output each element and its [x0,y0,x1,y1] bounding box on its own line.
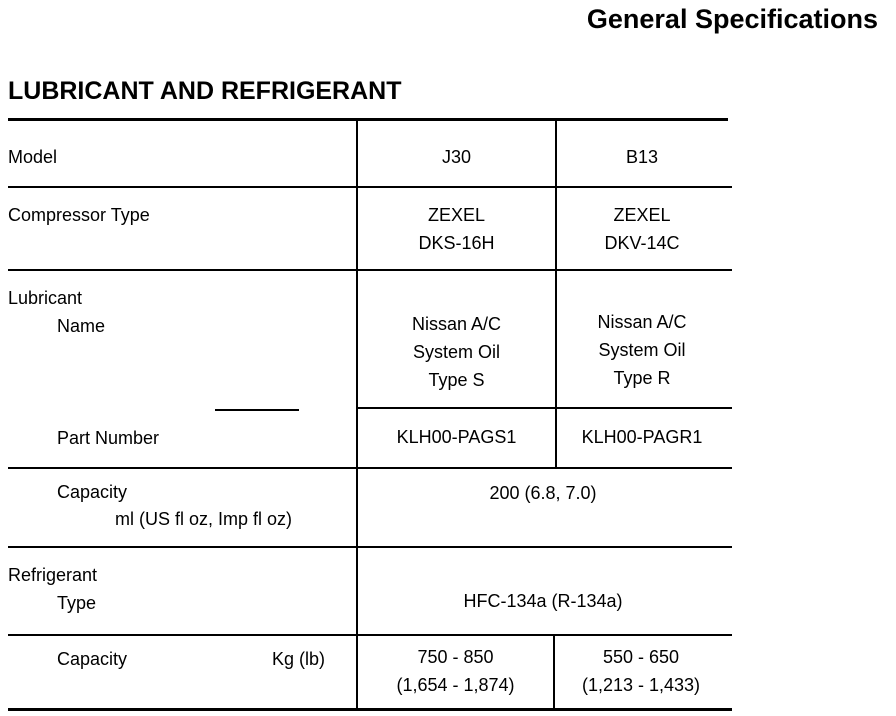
compressor-b13-line: ZEXEL [613,205,671,225]
lubricant-name-b13-line: Nissan A/C [597,312,687,332]
refrigerant-capacity-label: Capacity [57,649,128,669]
column-divider [555,120,557,468]
lubricant-name-j30 [358,310,555,394]
lubricant-name-j30-line: Nissan A/C [411,314,502,334]
row-divider [8,269,732,271]
lubricant-name-b13-line: System Oil [598,340,686,360]
row-divider [357,407,732,409]
model-b13: B13 [625,147,659,167]
part-number-j30: KLH00-PAGS1 [396,427,517,447]
lubricant-name-j30-line: Type S [428,370,485,390]
refrigerant-capacity-b13-line: (1,213 - 1,433) [581,675,701,695]
lubricant-label: Lubricant [8,288,83,308]
compressor-j30-line: DKS-16H [418,233,495,253]
table-top-rule [8,118,728,121]
row-divider [215,409,299,411]
lubricant-capacity-label: Capacity [57,482,128,502]
row-divider [8,467,732,469]
refrigerant-capacity-unit: Kg (lb) [272,649,326,669]
row-divider [8,634,732,636]
table-bottom-rule [8,708,732,711]
lubricant-name-j30-line: System Oil [412,342,500,362]
refrigerant-type-label: Type [57,593,97,613]
refrigerant-capacity-j30-line: 750 - 850 [417,647,494,667]
compressor-b13 [557,201,727,257]
row-divider [8,546,732,548]
lubricant-capacity-value: 200 (6.8, 7.0) [489,483,597,503]
refrigerant-capacity-b13-line: 550 - 650 [602,647,680,667]
part-number-b13: KLH00-PAGR1 [581,427,703,447]
refrigerant-capacity-j30-line: (1,654 - 1,874) [396,675,515,695]
refrigerant-capacity-b13 [555,643,727,699]
row-divider [8,186,732,188]
lubricant-name-b13 [557,308,727,392]
lubricant-name-label: Name [57,316,106,336]
compressor-j30 [358,201,555,257]
model-j30: J30 [441,147,472,167]
compressor-label: Compressor Type [8,205,150,225]
part-number-label: Part Number [57,428,160,448]
lubricant-name-b13-line: Type R [613,368,671,388]
page-header-title: General Specifications [586,4,878,34]
compressor-j30-line: ZEXEL [427,205,486,225]
section-title: LUBRICANT AND REFRIGERANT [8,77,402,105]
refrigerant-type-value: HFC-134a (R-134a) [463,591,623,611]
compressor-b13-line: DKV-14C [604,233,680,253]
lubricant-capacity-unit: ml (US fl oz, Imp fl oz) [115,509,293,529]
refrigerant-label: Refrigerant [8,565,98,585]
refrigerant-capacity-j30 [358,643,553,699]
model-label: Model [8,147,58,167]
